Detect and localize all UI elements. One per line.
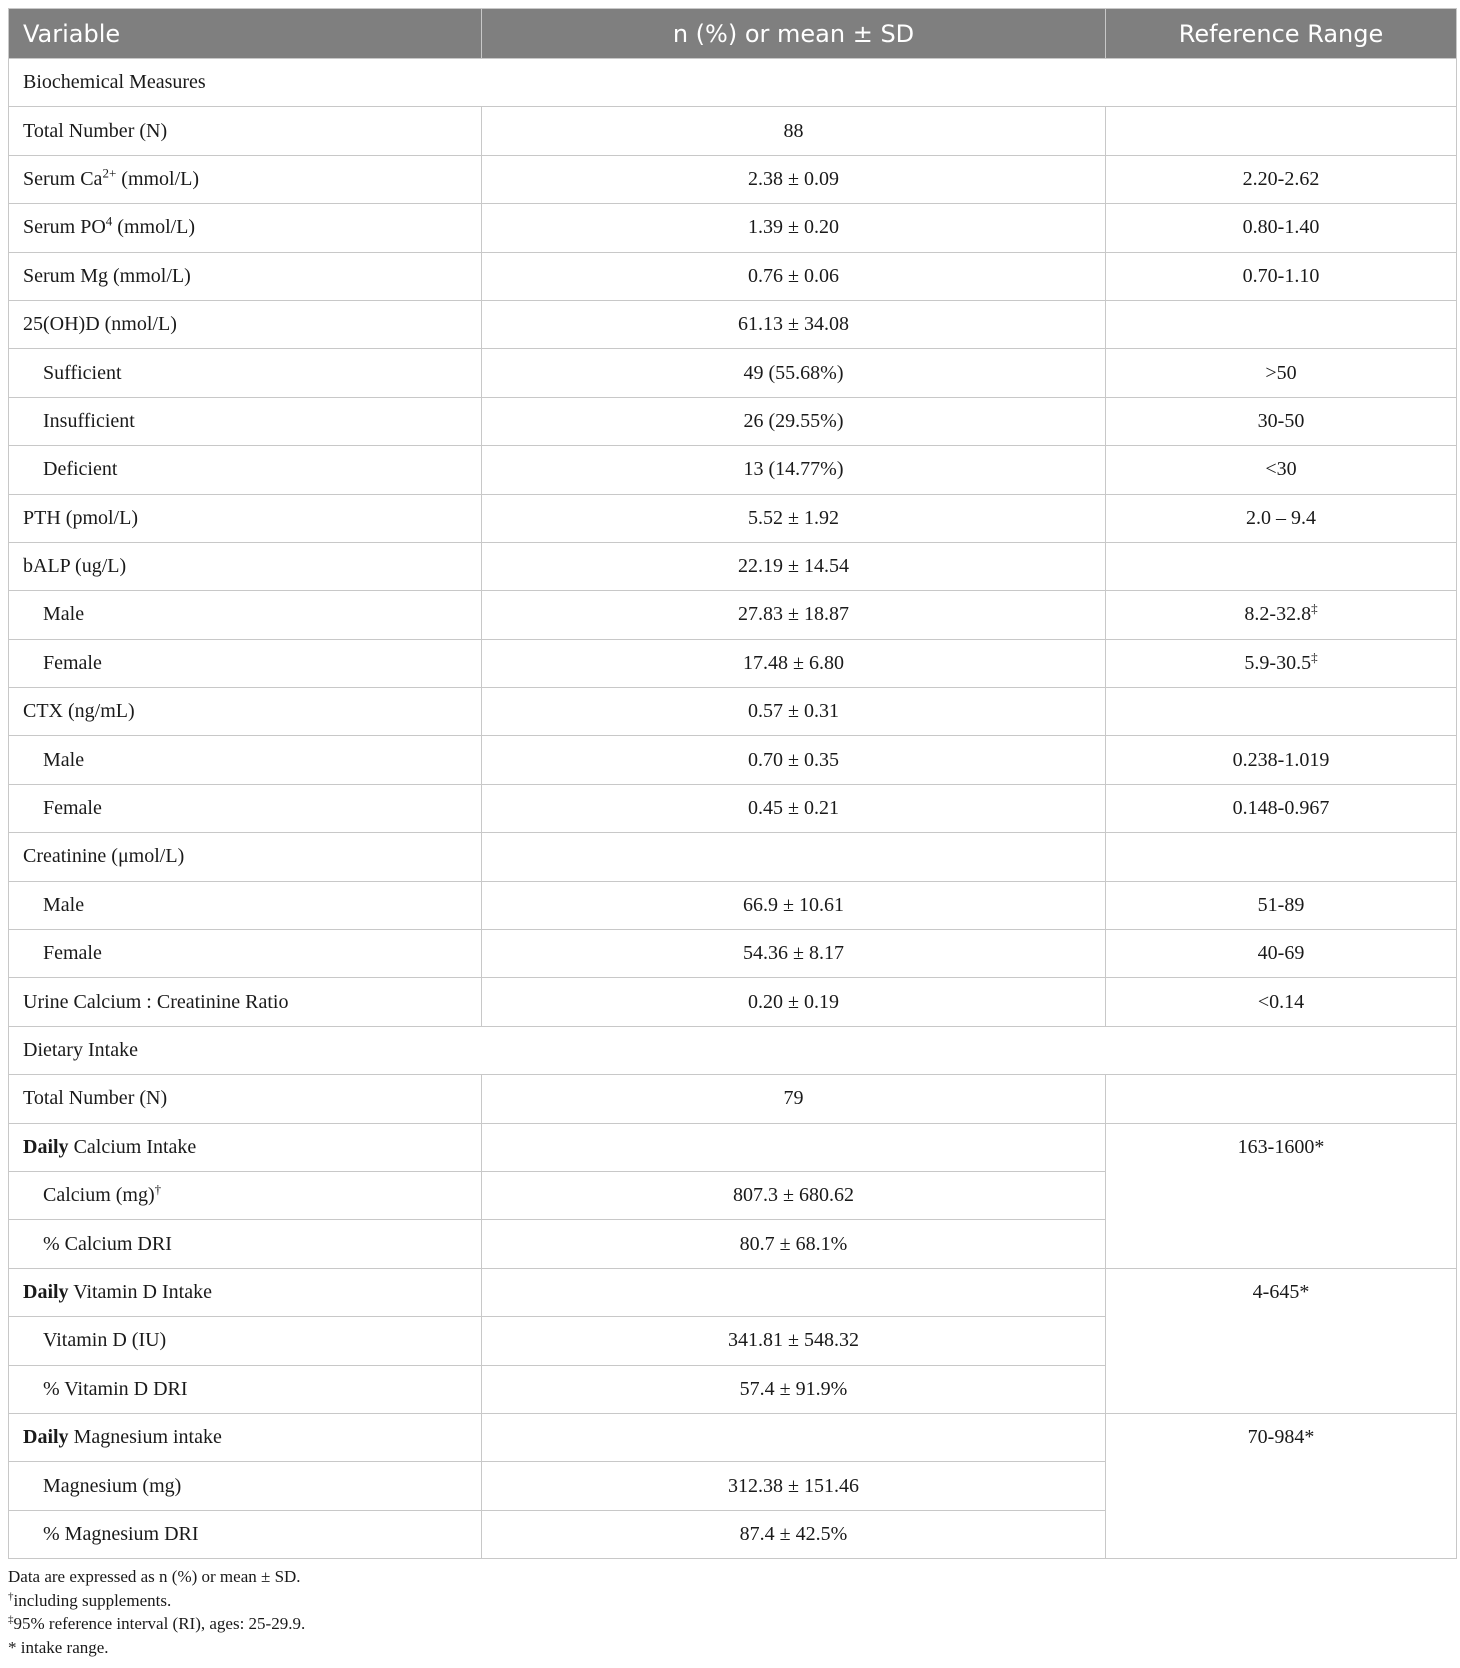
data-table [8, 8, 1457, 1559]
row-value: 26 (29.55%) [482, 397, 1106, 445]
row-reference [1106, 542, 1457, 590]
footnote-marker: ‡ [8, 1613, 14, 1626]
row-reference: 0.238-1.019 [1106, 736, 1457, 784]
row-reference: <30 [1106, 446, 1457, 494]
row-value: 57.4 ± 91.9% [482, 1365, 1106, 1413]
footnote-marker: † [8, 1589, 14, 1602]
row-label: Total Number (N) [9, 107, 482, 155]
row-reference [1106, 591, 1457, 639]
table-row [9, 155, 1457, 203]
row-value: 0.45 ± 0.21 [482, 784, 1106, 832]
row-label: Deficient [9, 446, 482, 494]
row-label: % Magnesium DRI [9, 1510, 482, 1558]
row-value: 13 (14.77%) [482, 446, 1106, 494]
row-value: 807.3 ± 680.62 [482, 1171, 1106, 1219]
row-reference: 163-1600* [1106, 1123, 1457, 1268]
row-label: Male [9, 736, 482, 784]
row-value: 0.20 ± 0.19 [482, 978, 1106, 1026]
table-row [9, 252, 1457, 300]
table-row [9, 591, 1457, 639]
label-unit: (mmol/L) [116, 167, 200, 190]
row-label: Creatinine (μmol/L) [9, 833, 482, 881]
row-reference: 4-645* [1106, 1268, 1457, 1413]
table-row [9, 688, 1457, 736]
row-label: Insufficient [9, 397, 482, 445]
label-superscript: 2+ [102, 165, 117, 181]
row-value: 49 (55.68%) [482, 349, 1106, 397]
table-row [9, 397, 1457, 445]
footnote-text: 95% reference interval (RI), ages: 25-29.9. [13, 1614, 306, 1634]
row-label: PTH (pmol/L) [9, 494, 482, 542]
row-reference: 2.20-2.62 [1106, 155, 1457, 203]
table-row [9, 930, 1457, 978]
reference-text: 8.2-32.8 [1244, 603, 1312, 626]
row-reference: 0.70-1.10 [1106, 252, 1457, 300]
row-label: Urine Calcium : Creatinine Ratio [9, 978, 482, 1026]
header-value: n (%) or mean ± SD [482, 9, 1106, 59]
row-value: 87.4 ± 42.5% [482, 1510, 1106, 1558]
section-title: Dietary Intake [9, 1026, 1457, 1074]
row-value: 66.9 ± 10.61 [482, 881, 1106, 929]
row-label [9, 204, 482, 252]
table-row [9, 349, 1457, 397]
row-reference: 2.0 – 9.4 [1106, 494, 1457, 542]
footnotes [8, 1565, 1456, 1659]
row-label: % Vitamin D DRI [9, 1365, 482, 1413]
row-label: Serum Mg (mmol/L) [9, 252, 482, 300]
table-row [9, 736, 1457, 784]
label-text: Vitamin D Intake [68, 1280, 212, 1303]
table-row [9, 1123, 1457, 1171]
row-label: Vitamin D (IU) [9, 1317, 482, 1365]
row-reference: <0.14 [1106, 978, 1457, 1026]
header-row [9, 9, 1457, 59]
table-row [9, 107, 1457, 155]
label-text: Serum PO [23, 216, 106, 239]
section-row [9, 59, 1457, 107]
row-reference [1106, 688, 1457, 736]
table-row [9, 204, 1457, 252]
label-unit: (mmol/L) [112, 216, 196, 239]
footnote-line [8, 1612, 1456, 1636]
section-title: Biochemical Measures [9, 59, 1457, 107]
row-value: 341.81 ± 548.32 [482, 1317, 1106, 1365]
row-value [482, 833, 1106, 881]
row-label: Sufficient [9, 349, 482, 397]
document [8, 8, 1456, 1659]
row-label [9, 1171, 482, 1219]
row-value: 1.39 ± 0.20 [482, 204, 1106, 252]
row-label [9, 1268, 482, 1316]
row-value: 80.7 ± 68.1% [482, 1220, 1106, 1268]
row-label [9, 1413, 482, 1461]
row-reference: 40-69 [1106, 930, 1457, 978]
row-value: 312.38 ± 151.46 [482, 1462, 1106, 1510]
row-reference [1106, 300, 1457, 348]
table-row [9, 542, 1457, 590]
row-value [482, 1268, 1106, 1316]
table-row [9, 639, 1457, 687]
row-value: 22.19 ± 14.54 [482, 542, 1106, 590]
row-label: CTX (ng/mL) [9, 688, 482, 736]
row-value: 2.38 ± 0.09 [482, 155, 1106, 203]
label-bold: Daily [23, 1280, 69, 1303]
row-value: 0.57 ± 0.31 [482, 688, 1106, 736]
row-value [482, 1413, 1106, 1461]
row-label: Female [9, 784, 482, 832]
label-text: Calcium Intake [68, 1135, 197, 1158]
row-value: 54.36 ± 8.17 [482, 930, 1106, 978]
row-value: 79 [482, 1075, 1106, 1123]
label-text: Magnesium intake [68, 1426, 222, 1449]
footnote-text: including supplements. [13, 1590, 172, 1610]
row-value: 27.83 ± 18.87 [482, 591, 1106, 639]
row-label: Female [9, 639, 482, 687]
label-superscript: † [154, 1181, 162, 1197]
row-reference: >50 [1106, 349, 1457, 397]
row-value: 0.70 ± 0.35 [482, 736, 1106, 784]
row-label: 25(OH)D (nmol/L) [9, 300, 482, 348]
row-label: Total Number (N) [9, 1075, 482, 1123]
table-row [9, 494, 1457, 542]
row-label [9, 155, 482, 203]
row-reference [1106, 107, 1457, 155]
header-variable: Variable [9, 9, 482, 59]
row-label: Male [9, 591, 482, 639]
row-label: % Calcium DRI [9, 1220, 482, 1268]
label-bold: Daily [23, 1135, 69, 1158]
row-label: Magnesium (mg) [9, 1462, 482, 1510]
reference-superscript: ‡ [1311, 600, 1318, 616]
reference-superscript: ‡ [1311, 649, 1318, 665]
table-row [9, 833, 1457, 881]
row-value: 17.48 ± 6.80 [482, 639, 1106, 687]
row-label: bALP (ug/L) [9, 542, 482, 590]
label-superscript: 4 [105, 213, 113, 229]
row-value: 88 [482, 107, 1106, 155]
table-row [9, 300, 1457, 348]
footnote-line: * intake range. [8, 1637, 109, 1657]
header-reference: Reference Range [1106, 9, 1457, 59]
footnote-line [8, 1589, 1456, 1613]
row-value: 5.52 ± 1.92 [482, 494, 1106, 542]
row-reference: 0.148-0.967 [1106, 784, 1457, 832]
row-value: 0.76 ± 0.06 [482, 252, 1106, 300]
row-reference: 30-50 [1106, 397, 1457, 445]
table-row [9, 881, 1457, 929]
row-label: Female [9, 930, 482, 978]
label-text: Serum Ca [23, 167, 103, 190]
row-reference [1106, 833, 1457, 881]
table-row [9, 1413, 1457, 1461]
row-value: 61.13 ± 34.08 [482, 300, 1106, 348]
footnote-line: Data are expressed as n (%) or mean ± SD. [8, 1567, 301, 1587]
table-row [9, 1268, 1457, 1316]
row-reference: 70-984* [1106, 1413, 1457, 1558]
table-row [9, 978, 1457, 1026]
row-reference [1106, 639, 1457, 687]
row-value [482, 1123, 1106, 1171]
row-reference: 0.80-1.40 [1106, 204, 1457, 252]
label-text: Calcium (mg) [43, 1184, 155, 1207]
table-row [9, 446, 1457, 494]
label-bold: Daily [23, 1426, 69, 1449]
row-label: Male [9, 881, 482, 929]
reference-text: 5.9-30.5 [1244, 651, 1312, 674]
row-reference [1106, 1075, 1457, 1123]
table-row [9, 784, 1457, 832]
section-row [9, 1026, 1457, 1074]
row-reference: 51-89 [1106, 881, 1457, 929]
row-label [9, 1123, 482, 1171]
table-row [9, 1075, 1457, 1123]
